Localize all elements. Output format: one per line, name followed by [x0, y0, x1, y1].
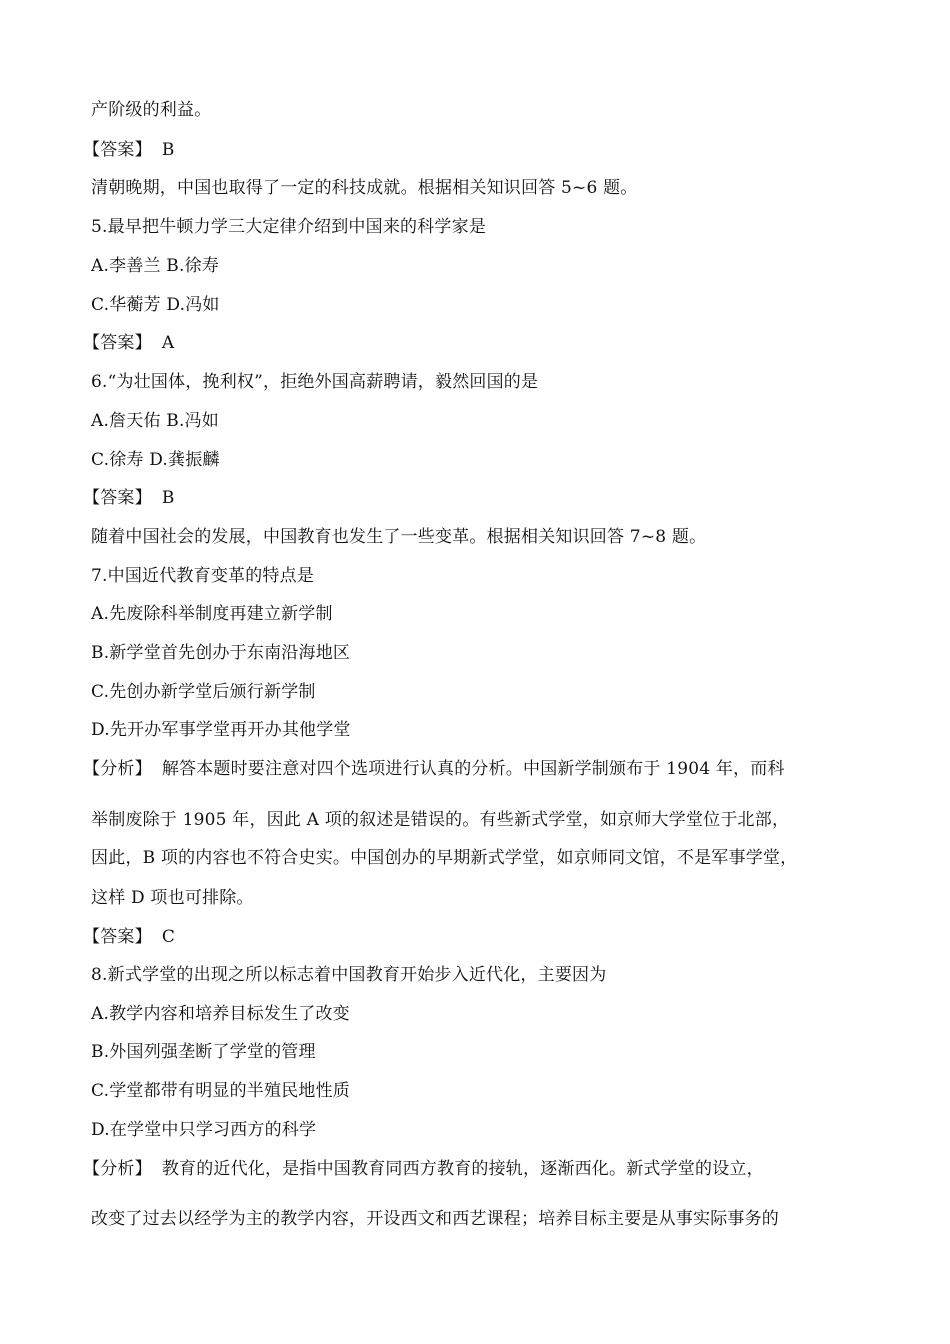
answer-value: C	[161, 927, 176, 947]
analysis-label: 【分析】	[83, 759, 152, 779]
analysis-text: 解答本题时要注意对四个选项进行认真的分析。中国新学制颁布于 1904 年，而科	[161, 759, 785, 779]
text-line: 随着中国社会的发展，中国教育也发生了一些变革。根据相关知识回答 7~8 题。	[91, 527, 707, 547]
answer-line	[83, 331, 881, 355]
question-5: 5.最早把牛顿力学三大定律介绍到中国来的科学家是	[91, 217, 487, 237]
option-line: B.外国列强垄断了学堂的管理	[91, 1042, 316, 1062]
option-line: C.先创办新学堂后颁行新学制	[91, 682, 316, 702]
question-7: 7.中国近代教育变革的特点是	[91, 566, 315, 586]
option-line: A.先废除科举制度再建立新学制	[91, 604, 333, 624]
text-line: 这样 D 项也可排除。	[91, 888, 254, 908]
analysis-label: 【分析】	[83, 1159, 152, 1179]
answer-label: 【答案】	[83, 927, 152, 947]
text-line: 清朝晚期，中国也取得了一定的科技成就。根据相关知识回答 5~6 题。	[91, 178, 638, 198]
option-line: D.在学堂中只学习西方的科学	[91, 1120, 317, 1140]
option-line: B.新学堂首先创办于东南沿海地区	[91, 643, 351, 663]
answer-label: 【答案】	[83, 488, 152, 508]
text-line: 举制废除于 1905 年，因此 A 项的叙述是错误的。有些新式学堂，如京师大学堂位于北部，	[91, 810, 790, 830]
answer-line	[83, 138, 881, 162]
option-line: A.教学内容和培养目标发生了改变	[91, 1004, 350, 1024]
options-line: C.徐寿 D.龚振麟	[91, 450, 220, 470]
answer-value: B	[161, 488, 175, 508]
analysis-text: 教育的近代化，是指中国教育同西方教育的接轨，逐渐西化。新式学堂的设立，	[161, 1159, 764, 1179]
text-line: 产阶级的利益。	[91, 100, 212, 120]
option-line: D.先开办军事学堂再开办其他学堂	[91, 720, 351, 740]
answer-label: 【答案】	[83, 140, 152, 160]
option-line: C.学堂都带有明显的半殖民地性质	[91, 1081, 351, 1101]
question-6: 6.“为壮国体，挽利权”，拒绝外国高薪聘请，毅然回国的是	[91, 372, 539, 392]
answer-line	[83, 486, 881, 510]
options-line: A.李善兰 B.徐寿	[91, 256, 219, 276]
answer-value: B	[161, 140, 175, 160]
text-line: 因此，B 项的内容也不符合史实。中国创办的早期新式学堂，如京师同文馆，不是军事学堂，	[91, 848, 798, 868]
options-line: A.詹天佑 B.冯如	[91, 411, 219, 431]
analysis-line	[83, 757, 881, 781]
options-line: C.华蘅芳 D.冯如	[91, 295, 220, 315]
answer-label: 【答案】	[83, 333, 152, 353]
analysis-line	[83, 1157, 881, 1181]
answer-value: A	[161, 333, 175, 353]
question-8: 8.新式学堂的出现之所以标志着中国教育开始步入近代化，主要因为	[91, 965, 607, 985]
answer-line	[83, 925, 881, 949]
text-line: 改变了过去以经学为主的教学内容，开设西文和西艺课程；培养目标主要是从事实际事务的	[91, 1209, 779, 1229]
